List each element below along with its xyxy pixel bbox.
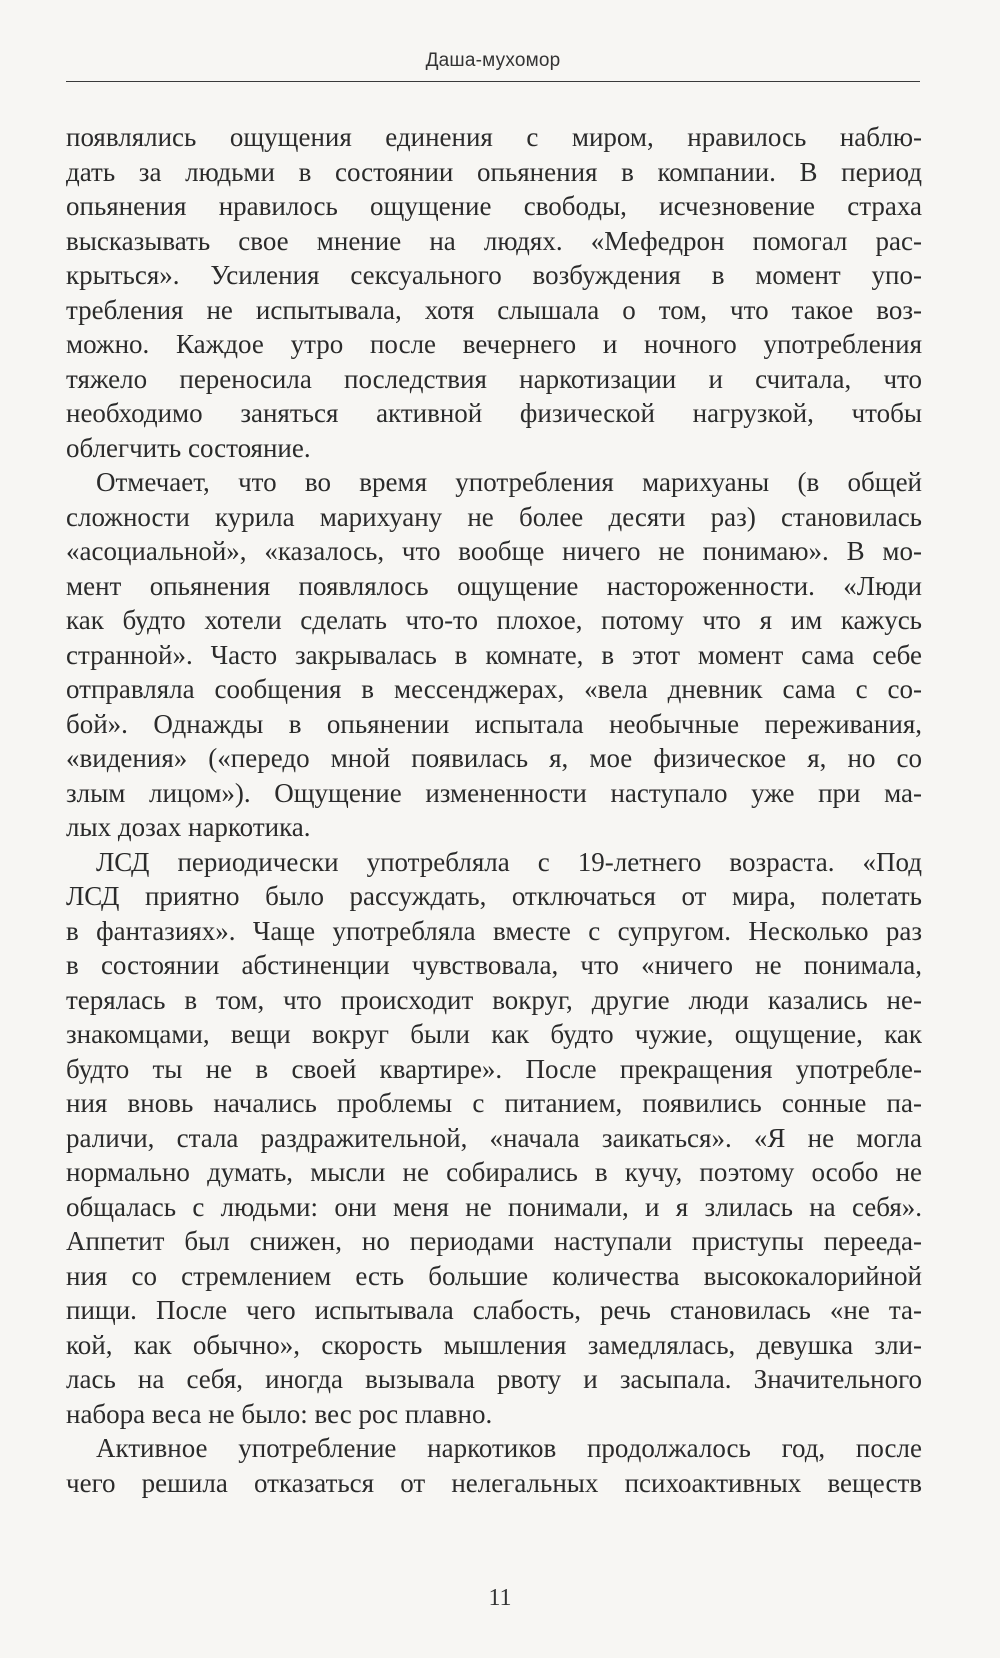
- text-line: появлялись ощущения единения с миром, нравилось наблю-: [66, 122, 922, 152]
- body-text: [66, 120, 922, 1500]
- text-line: дать за людьми в состоянии опьянения в компании. В период: [66, 156, 922, 187]
- paragraph-start-line: Активное употребление наркотиков продолжалось год, после: [96, 1433, 922, 1463]
- header-rule: [66, 81, 920, 82]
- text-line: как будто хотели сделать что-то плохое, потому что я им кажусь: [66, 605, 922, 635]
- paragraph-start-line: Отмечает, что во время употребления марихуаны (в общей: [96, 467, 922, 497]
- text-line: пищи. После чего испытывала слабость, речь становилась «не та-: [66, 1295, 922, 1325]
- page-number: 11: [488, 1585, 512, 1611]
- text-line: будто ты не в своей квартире». После прекращения употребле-: [66, 1053, 922, 1084]
- text-line: мент опьянения появлялось ощущение настороженности. «Люди: [66, 570, 922, 601]
- text-line: «видения» («передо мной появилась я, мое физическое я, но со: [66, 743, 922, 773]
- text-line: «асоциальной», «казалось, что вообще ничего не понимаю». В мо-: [66, 536, 922, 566]
- text-line: ЛСД приятно было рассуждать, отключаться от мира, полетать: [66, 881, 922, 911]
- text-line: в состоянии абстиненции чувствовала, что «ничего не понимала,: [66, 950, 922, 980]
- text-line: сложности курила марихуану не более десяти раз) становилась: [66, 501, 922, 532]
- text-line: можно. Каждое утро после вечернего и ночного употребления: [66, 329, 922, 359]
- text-line: отправляла сообщения в мессенджерах, «вела дневник сама с со-: [66, 674, 922, 704]
- text-line: в фантазиях». Чаще употребляла вместе с супругом. Несколько раз: [66, 915, 922, 946]
- text-line: странной». Часто закрывалась в комнате, в этот момент сама себе: [66, 639, 922, 670]
- text-line: набора веса не было: вес рос плавно.: [66, 1398, 493, 1429]
- text-line: Аппетит был снижен, но периодами наступали приступы перееда-: [66, 1226, 922, 1256]
- text-line: тяжело переносила последствия наркотизации и считала, что: [66, 363, 922, 394]
- text-line: терялась в том, что происходит вокруг, другие люди казались не-: [66, 984, 922, 1015]
- text-line: необходимо заняться активной физической нагрузкой, чтобы: [66, 398, 922, 428]
- text-line: облегчить состояние.: [66, 432, 311, 463]
- text-line: нормально думать, мысли не собирались в кучу, поэтому особо не: [66, 1157, 922, 1187]
- text-line: требления не испытывала, хотя слышала о том, что такое воз-: [66, 294, 922, 325]
- text-line: опьянения нравилось ощущение свободы, исчезновение страха: [66, 191, 922, 221]
- text-line: ния вновь начались проблемы с питанием, появились сонные па-: [66, 1088, 922, 1118]
- text-line: общалась с людьми: они меня не понимали, и я злилась на себя».: [66, 1191, 922, 1222]
- text-line: кой, как обычно», скорость мышления замедлялась, девушка зли-: [66, 1329, 922, 1360]
- running-header: Даша-мухомор: [425, 50, 561, 71]
- text-line: лась на себя, иногда вызывала рвоту и засыпала. Значительного: [66, 1364, 922, 1394]
- text-line: лых дозах наркотика.: [66, 812, 311, 842]
- paragraph-start-line: ЛСД периодически употребляла с 19-летнего возраста. «Под: [96, 846, 922, 877]
- text-line: высказывать свое мнение на людях. «Мефедрон помогал рас-: [66, 225, 922, 256]
- text-line: ния со стремлением есть большие количества высококалорийной: [66, 1260, 922, 1291]
- text-line: бой». Однажды в опьянении испытала необычные переживания,: [66, 708, 922, 739]
- text-line: знакомцами, вещи вокруг были как будто чужие, ощущение, как: [66, 1019, 922, 1049]
- text-line: чего решила отказаться от нелегальных психоактивных веществ: [66, 1467, 922, 1498]
- text-line: злым лицом»). Ощущение измененности наступало уже при ма-: [66, 777, 922, 808]
- text-line: крыться». Усиления сексуального возбуждения в момент упо-: [66, 260, 922, 290]
- text-line: раличи, стала раздражительной, «начала заикаться». «Я не могла: [66, 1122, 922, 1153]
